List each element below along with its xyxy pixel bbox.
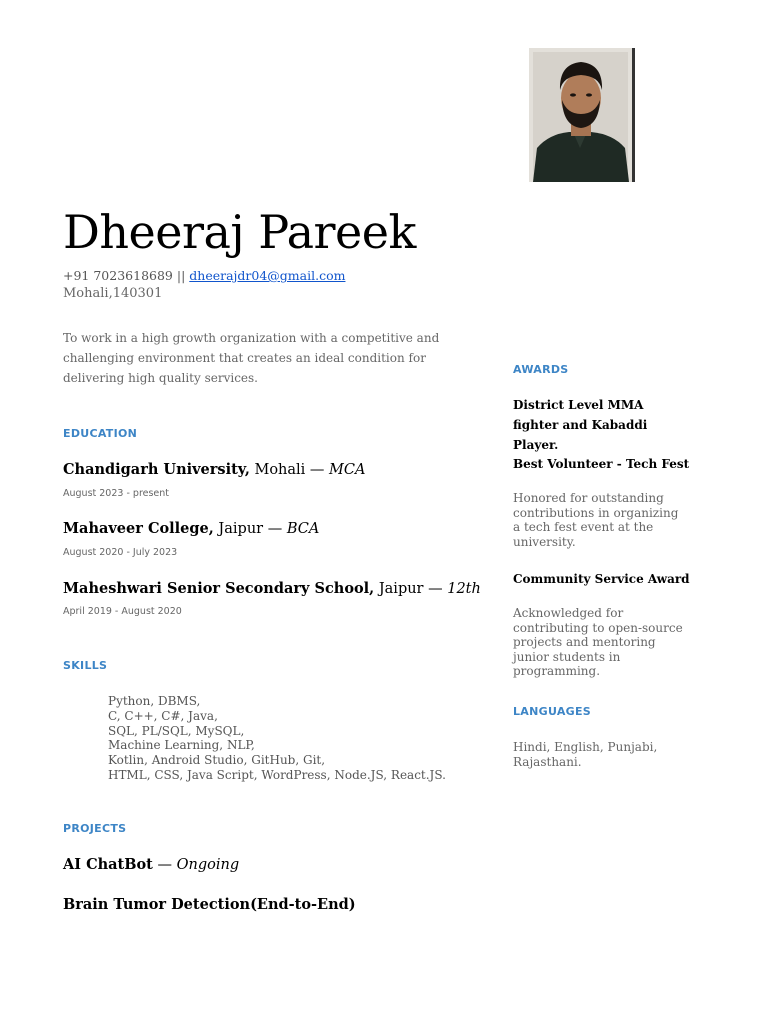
education-location: Mohali — <box>249 462 330 478</box>
education-school: Maheshwari Senior Secondary School, <box>63 580 375 597</box>
projects-heading: PROJECTS <box>63 822 127 835</box>
project-item <box>63 896 356 913</box>
award-title: Best Volunteer - Tech Fest <box>513 457 690 471</box>
award-description: Acknowledged for contributing to open-source projects and mentoring junior students in programming. <box>513 606 683 679</box>
project-title: AI ChatBot <box>63 856 153 873</box>
education-school: Mahaveer College, <box>63 520 214 537</box>
education-item-title <box>63 461 365 478</box>
candidate-name: Dheeraj Pareek <box>63 205 416 259</box>
education-school: Chandigarh University, <box>63 461 250 478</box>
education-heading: EDUCATION <box>63 427 138 440</box>
languages-heading: LANGUAGES <box>513 705 592 718</box>
education-item-title <box>63 520 319 537</box>
skills-heading: SKILLS <box>63 659 108 672</box>
skills-line: Kotlin, Android Studio, GitHub, Git, <box>108 753 326 768</box>
contact-line <box>63 268 345 284</box>
skills-line: SQL, PL/SQL, MySQL, <box>108 723 245 738</box>
skills-line: Python, DBMS, <box>108 694 201 708</box>
education-dates: August 2020 - July 2023 <box>63 547 178 558</box>
award-description: Honored for outstanding contributions in organizing a tech fest event at the university. <box>513 491 679 549</box>
profile-photo-image <box>529 48 632 182</box>
skills-line: C, C++, C#, Java, <box>108 708 218 723</box>
email-link[interactable]: dheerajdr04@gmail.com <box>189 268 346 283</box>
project-title: Brain Tumor Detection(End-to-End) <box>63 896 356 913</box>
education-location: Jaipur — <box>374 581 448 597</box>
education-item-title <box>63 580 481 597</box>
education-location: Jaipur — <box>213 521 287 537</box>
project-item <box>63 856 239 873</box>
skills-line: HTML, CSS, Java Script, WordPress, Node.JS, React.JS. <box>108 767 446 782</box>
profile-photo <box>529 48 635 182</box>
award-title: Community Service Award <box>513 572 690 586</box>
skills-list <box>108 694 446 783</box>
project-status: Ongoing <box>176 857 240 873</box>
award-title: District Level MMA fighter and Kabaddi Player. <box>513 398 648 452</box>
skills-line: Machine Learning, NLP, <box>108 738 255 753</box>
education-dates: April 2019 - August 2020 <box>63 606 182 617</box>
education-degree: 12th <box>447 581 481 597</box>
education-dates: August 2023 - present <box>63 488 170 499</box>
awards-heading: AWARDS <box>513 363 569 376</box>
phone-number: +91 7023618689 || <box>63 268 186 283</box>
address: Mohali,140301 <box>63 286 163 301</box>
education-degree: BCA <box>286 521 320 537</box>
education-degree: MCA <box>329 462 366 478</box>
project-separator: — <box>152 857 177 873</box>
objective-text: To work in a high growth organization with a competitive and challenging environment that creates an ideal condition for delivering high quality services. <box>63 331 440 385</box>
languages-text: Hindi, English, Punjabi, Rajasthani. <box>513 740 658 769</box>
